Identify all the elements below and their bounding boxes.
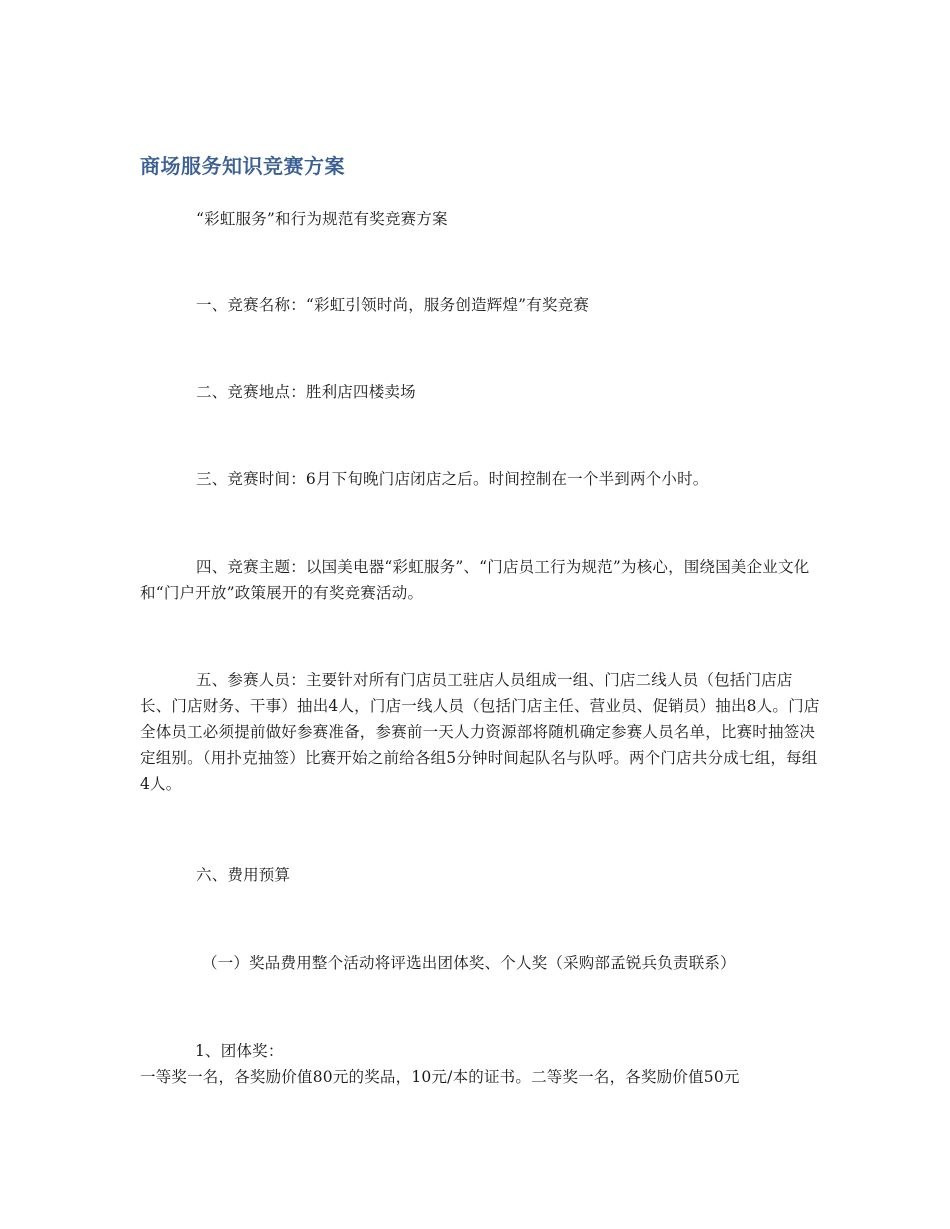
subsection-prize-cost: （一）奖品费用整个活动将评选出团体奖、个人奖（采购部孟锐兵负责联系）	[202, 954, 736, 972]
section-competition-name: 一、竞赛名称：“彩虹引领时尚，服务创造辉煌”有奖竞赛	[196, 296, 590, 314]
section-competition-theme: 四、竞赛主题：以国美电器“彩虹服务”、“门店员工行为规范”为核心，围绕国美企业文化和“门户开放”政策展开的有奖竞赛活动。	[140, 558, 810, 602]
section-competition-location: 二、竞赛地点：胜利店四楼卖场	[196, 383, 416, 401]
item-team-award-text: 一等奖一名，各奖励价值80元的奖品，10元/本的证书。二等奖一名，各奖励价值50元	[140, 1068, 740, 1086]
item-team-award-heading: 1、团体奖：	[195, 1042, 284, 1060]
section-budget: 六、费用预算	[196, 866, 291, 884]
subtitle: “彩虹服务”和行为规范有奖竞赛方案	[196, 210, 448, 228]
section-competition-time: 三、竞赛时间：6月下旬晚门店闭店之后。时间控制在一个半到两个小时。	[196, 470, 709, 488]
document-title: 商场服务知识竞赛方案	[140, 154, 345, 178]
section-participants: 五、参赛人员：主要针对所有门店员工驻店人员组成一组、门店二线人员（包括门店店长、门店财务、干事）抽出4人，门店一线人员（包括门店主任、营业员、促销员）抽出8人。门店全体员工必须提前做好参赛准备，参赛前一天人力资源部将随机确定参赛人员名单，比赛时抽签决定组别。（用扑克抽签）比赛开始之前给各组5分钟时间起队名与队呼。两个门店共分成七组，每组4人。	[140, 671, 820, 793]
